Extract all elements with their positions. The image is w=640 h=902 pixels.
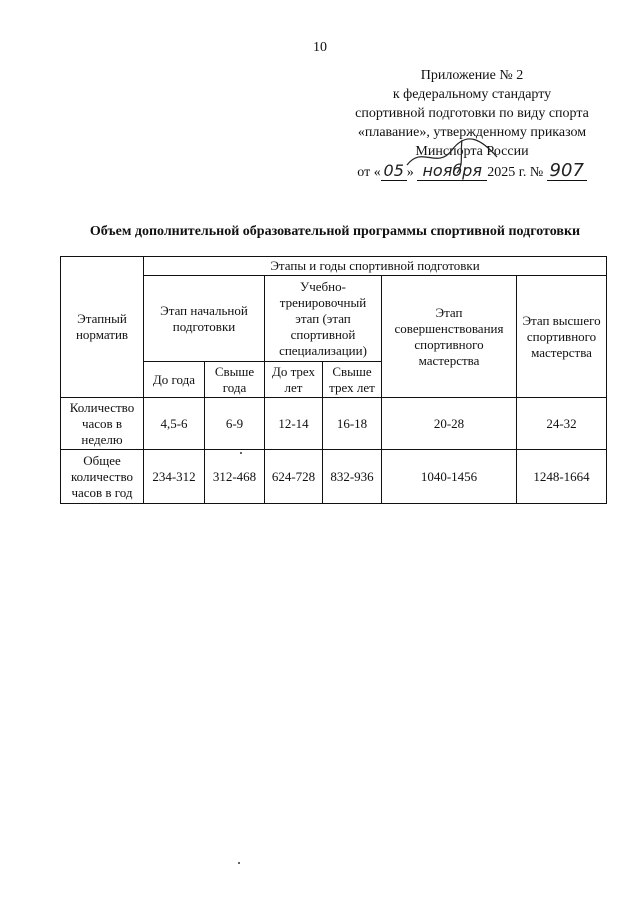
table-cell: 234-312 — [144, 450, 205, 504]
table-cell: 1248-1664 — [517, 450, 607, 504]
table-cell: 6-9 — [205, 398, 265, 450]
table-cell: 24-32 — [517, 398, 607, 450]
stage-higher-header: Этап высшего спортивного мастерства — [517, 276, 607, 398]
order-date-line — [332, 161, 612, 182]
table-cell: 312-468 — [205, 450, 265, 504]
sub-training-2: Свыше трех лет — [323, 362, 382, 398]
date-prefix: от « — [357, 165, 381, 180]
sport-ref: спортивной подготовки по виду спорта — [355, 106, 589, 121]
stage-training-header: Учебно-тренировочный этап (этап спортивной специализации) — [265, 276, 382, 362]
sub-training-1: До трех лет — [265, 362, 323, 398]
table-cell: 12-14 — [265, 398, 323, 450]
program-volume-table — [60, 256, 607, 504]
stage-initial-header: Этап начальной подготовки — [144, 276, 265, 362]
ministry-ref: Минспорта России — [415, 144, 529, 159]
page-number: 10 — [313, 40, 327, 55]
table-cell: 4,5-6 — [144, 398, 205, 450]
standard-ref: к федеральному стандарту — [392, 87, 552, 102]
order-number-handwritten: 907 — [547, 161, 587, 181]
scan-speck — [238, 862, 240, 864]
order-ref: «плавание», утвержденному приказом — [357, 125, 587, 140]
stages-group-header: Этапы и годы спортивной подготовки — [144, 257, 607, 276]
sub-initial-1: До года — [144, 362, 205, 398]
date-separator: » — [406, 165, 414, 180]
date-day-handwritten: 05 — [381, 161, 407, 181]
date-year: 2025 г. № — [487, 165, 544, 180]
date-month-handwritten: ноября — [417, 161, 487, 181]
row-label: Количество часов в неделю — [61, 398, 144, 450]
table-cell: 20-28 — [382, 398, 517, 450]
table-cell: 16-18 — [323, 398, 382, 450]
table-cell: 832-936 — [323, 450, 382, 504]
row-label: Общее количество часов в год — [61, 450, 144, 504]
sub-initial-2: Свыше года — [205, 362, 265, 398]
approval-block — [332, 66, 612, 182]
table-row — [61, 398, 607, 450]
table-cell: 1040-1456 — [382, 450, 517, 504]
stage-improvement-header: Этап совершенствования спортивного мастерства — [382, 276, 517, 398]
table-cell: 624-728 — [265, 450, 323, 504]
stub-header: Этапный норматив — [61, 257, 144, 398]
appendix-label: Приложение № 2 — [420, 68, 524, 83]
scan-speck — [240, 452, 242, 454]
table-row — [61, 450, 607, 504]
document-title: Объем дополнительной образовательной программы спортивной подготовки — [89, 224, 581, 239]
